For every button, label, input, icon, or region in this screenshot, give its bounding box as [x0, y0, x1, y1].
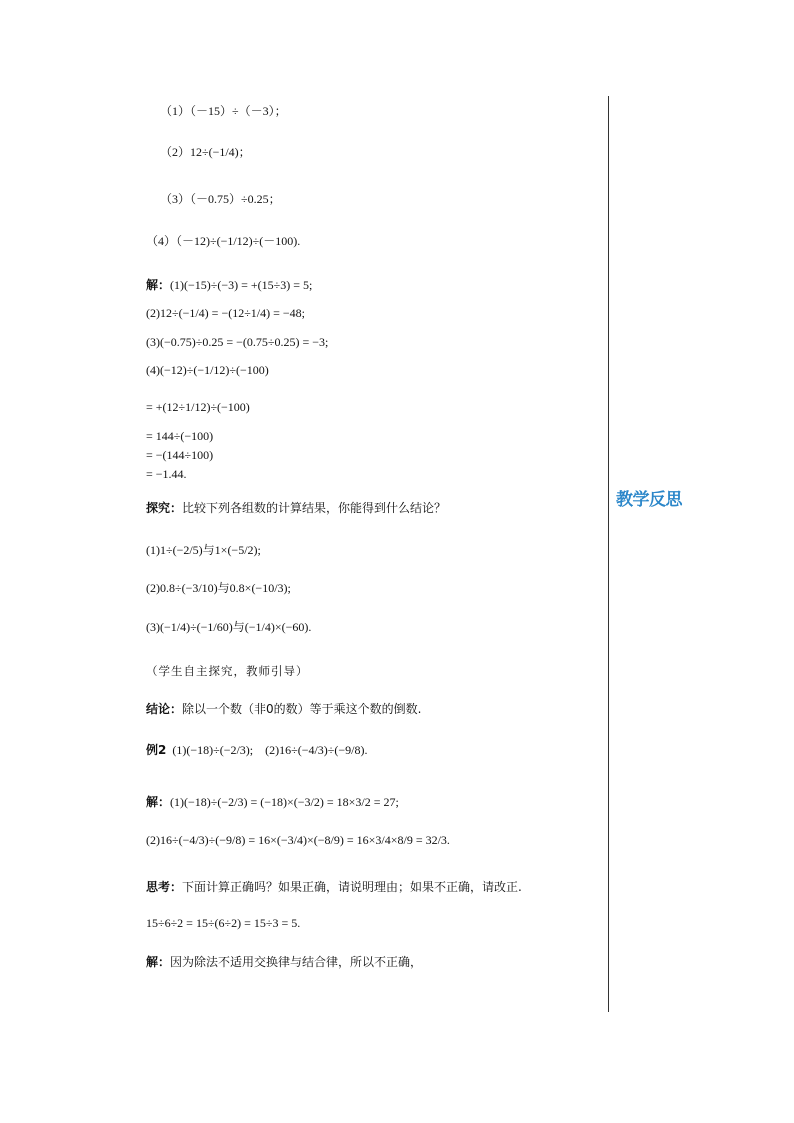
- solution-label: 解：: [146, 278, 171, 292]
- exercise-3: （3）（－0.75）÷0.25；: [160, 192, 281, 206]
- solution-line-8: = −1.44.: [146, 467, 187, 481]
- explore-item-1: (1)1÷(−2/5)与1×(−5/2);: [146, 543, 261, 557]
- teaching-note: （学生自主探究，教师引导）: [146, 664, 309, 678]
- example-2: 例2 (1)(−18)÷(−2/3); (2)16÷(−4/3)÷(−9/8).: [146, 743, 368, 757]
- exercise-2: （2）12÷(−1/4)；: [160, 145, 251, 159]
- think-expression: 15÷6÷2 = 15÷(6÷2) = 15÷3 = 5.: [146, 916, 301, 930]
- reflection-heading: 教学反思: [616, 490, 682, 510]
- conclusion: 结论：除以一个数（非0的数）等于乘这个数的倒数.: [146, 702, 422, 716]
- exercise-4: （4）（－12)÷(−1/12)÷(－100).: [146, 234, 301, 248]
- solution-line-4: (4)(−12)÷(−1/12)÷(−100): [146, 363, 269, 377]
- explore-item-2: (2)0.8÷(−3/10)与0.8×(−10/3);: [146, 581, 291, 595]
- solution-line-6: = 144÷(−100): [146, 429, 214, 443]
- column-divider: [608, 96, 609, 1012]
- explore-item-3: (3)(−1/4)÷(−1/60)与(−1/4)×(−60).: [146, 620, 312, 634]
- solution-line-1: 解：(1)(−15)÷(−3) = +(15÷3) = 5;: [146, 278, 313, 292]
- solution-2-line-1: 解：(1)(−18)÷(−2/3) = (−18)×(−3/2) = 18×3/2 = 27;: [146, 795, 399, 809]
- solution-line-3: (3)(−0.75)÷0.25 = −(0.75÷0.25) = −3;: [146, 335, 329, 349]
- explore-prompt: 探究：比较下列各组数的计算结果，你能得到什么结论？: [146, 501, 447, 515]
- solution-line-5: = +(12÷1/12)÷(−100): [146, 400, 250, 414]
- think-prompt: 思考：下面计算正确吗？如果正确，请说明理由；如果不正确，请改正.: [146, 880, 522, 894]
- solution-line-2: (2)12÷(−1/4) = −(12÷1/4) = −48;: [146, 306, 305, 320]
- solution-3: 解：因为除法不适用交换律与结合律，所以不正确，: [146, 955, 423, 969]
- solution-2-line-2: (2)16÷(−4/3)÷(−9/8) = 16×(−3/4)×(−8/9) = 16×3/4×8/9 = 32/3.: [146, 833, 450, 847]
- solution-line-7: = −(144÷100): [146, 448, 214, 462]
- exercise-1: （1）（－15）÷（－3）；: [160, 104, 287, 118]
